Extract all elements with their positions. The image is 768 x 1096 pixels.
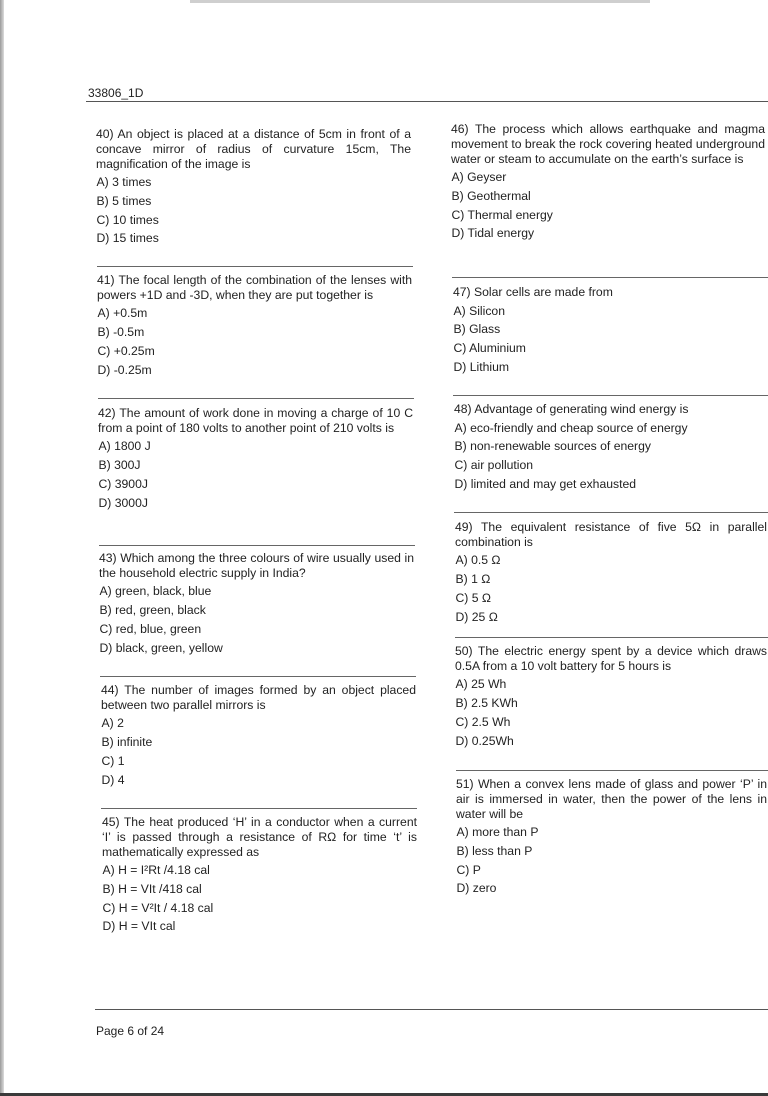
question-stem: 50) The electric energy spent by a device which draws 0.5A from a 10 volt battery for 5 hours is [455,644,767,673]
question-stem: 49) The equivalent resistance of five 5Ω in parallel combination is [455,520,767,549]
scan-top-shadow [190,0,650,3]
question-stem: 46) The process which allows earthquake and magma movement to break the rock covering heated underground water or steam to accumulate on the earth’s surface is [451,122,765,166]
option-a: A) 25 Wh [455,677,507,692]
option-c: C) 2.5 Wh [455,714,511,729]
option-a: A) 0.5 Ω [455,553,501,568]
option-a: A) Geyser [451,170,507,185]
page-number: Page 6 of 24 [96,1024,165,1038]
question-42 [98,406,413,510]
option-d: D) Lithium [453,359,510,374]
question-divider [99,545,415,546]
option-c: C) air pollution [454,458,534,473]
option-c: C) H = V²It / 4.18 cal [102,900,214,915]
option-a: A) 2 [101,716,124,731]
question-divider [97,266,413,267]
question-stem: 42) The amount of work done in moving a charge of 10 C from a point of 180 volts to another point of 210 volts is [98,406,413,435]
option-d: D) black, green, yellow [99,640,223,655]
option-b: B) 300J [98,458,141,473]
footer-rule [95,1009,768,1010]
option-b: B) H = VIt /418 cal [102,881,202,896]
question-stem: 45) The heat produced ‘H’ in a conductor when a current ‘I’ is passed through a resistance of RΩ for time ‘t’ is mathematically expressed as [102,815,417,859]
option-c: C) 5 Ω [455,590,492,605]
question-51 [456,777,767,896]
option-a: A) more than P [456,825,539,840]
question-41 [97,273,412,377]
option-d: D) limited and may get exhausted [454,476,637,491]
booklet-code: 33806_1D [88,86,144,100]
question-divider [101,808,417,809]
option-d: D) 4 [101,772,125,787]
question-stem: 41) The focal length of the combination of the lenses with powers +1D and -3D, when they are put together is [97,273,412,302]
option-a: A) H = I²Rt /4.18 cal [102,863,210,878]
question-divider [98,398,414,399]
option-a: A) eco-friendly and cheap source of energy [454,420,688,435]
option-c: C) 10 times [96,212,159,227]
option-c: C) red, blue, green [99,621,202,636]
option-b: B) 5 times [96,193,152,208]
question-divider [100,676,416,677]
question-divider [455,637,768,638]
option-b: B) Geothermal [451,188,531,203]
question-43 [99,551,414,655]
question-divider [454,512,768,513]
question-stem: 40) An object is placed at a distance of 5cm in front of a concave mirror of radius of curvature 15cm, The magnification of the image is [96,127,411,171]
option-d: D) H = VIt cal [102,919,176,934]
option-c: C) P [456,862,481,877]
option-b: B) red, green, black [99,603,206,618]
question-stem: 51) When a convex lens made of glass and power ‘P’ in air is immersed in water, then the power of the lens in water will be [456,777,767,821]
option-d: D) zero [456,881,497,896]
question-divider [456,770,768,771]
option-b: B) -0.5m [97,325,145,340]
question-stem: 48) Advantage of generating wind energy is [454,402,689,416]
option-d: D) 25 Ω [455,609,498,624]
question-44 [101,683,416,787]
option-c: C) +0.25m [97,343,155,358]
question-divider [452,277,768,278]
question-45 [102,815,417,934]
option-a: A) Silicon [453,303,505,318]
question-stem: 44) The number of images formed by an object placed between two parallel mirrors is [101,683,416,712]
option-d: D) 3000J [98,495,148,510]
option-a: A) +0.5m [97,306,148,321]
option-a: A) 3 times [96,175,152,190]
option-a: A) 1800 J [98,439,151,454]
question-49 [455,520,767,624]
option-c: C) 3900J [98,476,148,491]
option-a: A) green, black, blue [99,584,212,599]
question-stem: 43) Which among the three colours of wire usually used in the household electric supply in India? [99,551,414,580]
question-48 [454,402,767,492]
option-b: B) infinite [101,735,153,750]
option-b: B) Glass [453,322,501,337]
option-c: C) Thermal energy [451,207,553,222]
question-47 [453,285,767,375]
option-c: C) Aluminium [453,341,526,356]
option-d: D) 0.25Wh [455,733,514,748]
option-d: D) Tidal energy [451,226,535,241]
option-c: C) 1 [101,753,125,768]
option-d: D) -0.25m [97,362,152,377]
scan-left-edge [0,0,4,1096]
option-b: B) 2.5 KWh [455,696,518,711]
option-b: B) 1 Ω [455,572,491,587]
question-50 [455,644,767,748]
option-b: B) non-renewable sources of energy [454,439,651,454]
question-divider [453,395,768,396]
question-stem: 47) Solar cells are made from [453,285,613,299]
option-b: B) less than P [456,843,533,858]
option-d: D) 15 times [96,231,159,246]
question-40 [96,127,411,246]
question-46 [451,122,765,241]
header-rule [86,101,768,102]
